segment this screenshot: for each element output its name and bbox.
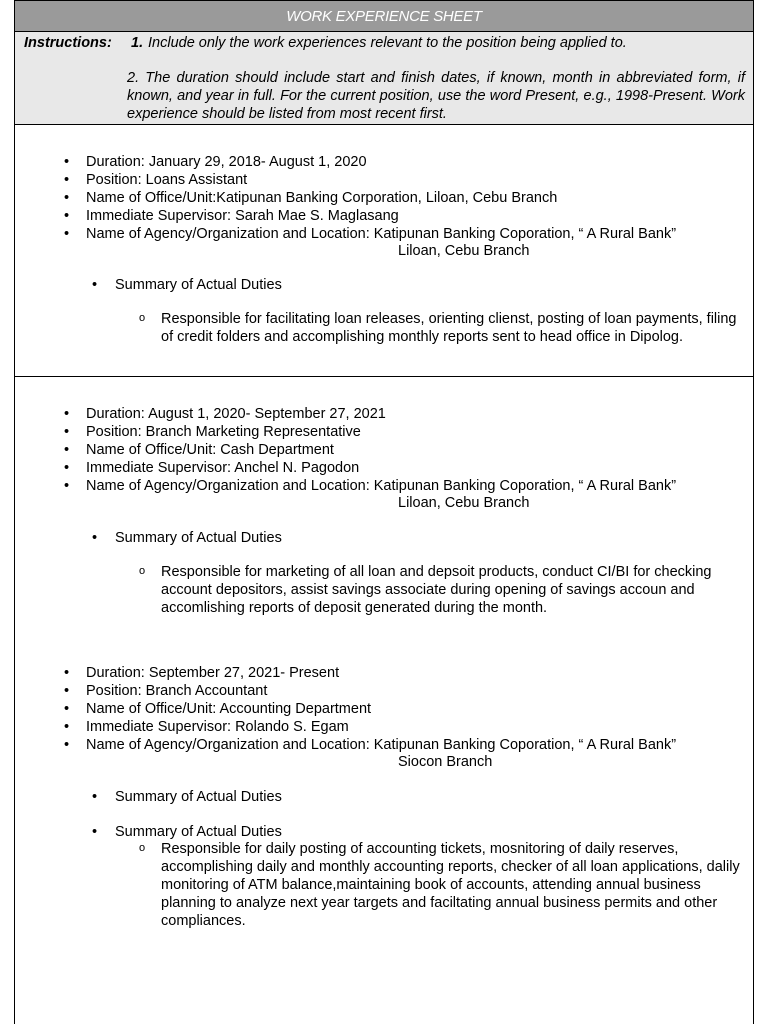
agency-location: Siocon Branch — [398, 754, 493, 770]
experience-entry-3: Duration: September 27, 2021- Present Position: Branch Accountant Name of Office/Unit: Accounting Department Immediate Supervisor: Rolando S. Egam Name of Agency/Organization and Location: Katipunan Banking Coporation, “ A Rural Bank” Siocon Branch Summary of Actual Duties Summary of Actual Duties o Responsible for daily posting of accounting tickets, mosnitoring of daily reserves, accomplishing daily and monthly accounting reports, checker of all loan applications, dalily monitoring of ATM balance,maintaining book of accounts, attending annual business planning to analyze next year targets and faciltating annual business permits and other compliances. — [86, 665, 740, 929]
instructions-box — [15, 32, 753, 125]
experience-entry-2: Duration: August 1, 2020- September 27, 2021 Position: Branch Marketing Representative Name of Office/Unit: Cash Department Immediate Supervisor: Anchel N. Pagodon Name of Agency/Organization and Location: Katipunan Banking Coporation, “ A Rural Bank” Liloan, Cebu Branch Summary of Actual Duties o Responsible for marketing of all loan and depsoit products, conduct CI/BI for checking account depositors, assist savings associate during opening of savings accoun and accomlishing reports of deposit generated during the month. — [15, 377, 753, 635]
circle-bullet-icon: o — [139, 842, 146, 854]
circle-bullet-icon: o — [139, 565, 146, 577]
agency-location: Liloan, Cebu Branch — [398, 495, 530, 511]
instruction-1-text: Include only the work experiences relevant to the position being applied to. — [148, 35, 627, 51]
agency-location: Liloan, Cebu Branch — [398, 243, 530, 259]
experience-entry-1: Duration: January 29, 2018- August 1, 2020 Position: Loans Assistant Name of Office/Unit:Katipunan Banking Corporation, Liloan, Cebu Branch Immediate Supervisor: Sarah Mae S. Maglasang Name of Agency/Organization and Location: Katipunan Banking Coporation, “ A Rural Bank” Liloan, Cebu Branch Summary of Actual Duties o Responsible for facilitating loan releases, orienting clienst, posting of loan payments, filing of credit folders and accomplishing monthly reports sent to head office in Dipolog. — [15, 125, 753, 377]
sheet-title: WORK EXPERIENCE SHEET — [15, 0, 753, 32]
duties-text: o Responsible for marketing of all loan and depsoit products, conduct CI/BI for checking account depositors, assist savings associate during opening of savings accoun and accomlishing reports of deposit generated during the month. — [139, 564, 712, 616]
work-experience-sheet — [14, 0, 754, 1024]
instructions-label: Instructions: — [24, 35, 112, 51]
instruction-2-text: 2. The duration should include start and finish dates, if known, month in abbreviated form, if known, and year in full. For the current position, use the word Present, e.g., 1998-Present. Work experience should be listed from most recent first. — [127, 70, 745, 122]
duties-text: o Responsible for daily posting of accounting tickets, mosnitoring of daily reserves, accomplishing daily and monthly accounting reports, checker of all loan applications, dalily monitoring of ATM balance,maintaining book of accounts, attending annual business planning to analyze next year targets and faciltating annual business permits and other compliances. — [139, 841, 740, 929]
instruction-1-number: 1. — [131, 35, 144, 51]
duties-text: o Responsible for facilitating loan releases, orienting clienst, posting of loan payments, filing of credit folders and accomplishing monthly reports sent to head office in Dipolog. — [139, 311, 737, 345]
circle-bullet-icon: o — [139, 312, 146, 324]
